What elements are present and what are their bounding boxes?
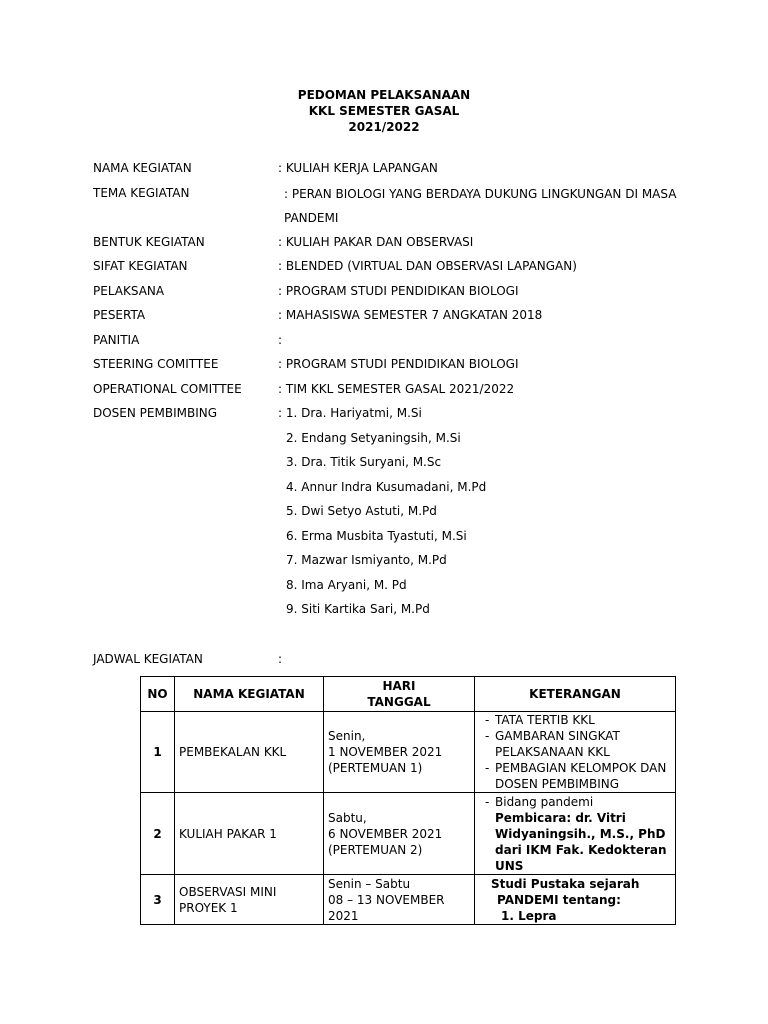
row-dosen-pembimbing bbox=[93, 405, 693, 430]
dosen-name: 9. Siti Kartika Sari, M.Pd bbox=[286, 602, 430, 616]
value-pelaksana: : PROGRAM STUDI PENDIDIKAN BIOLOGI bbox=[278, 283, 519, 298]
cell-nama: PEMBEKALAN KKL bbox=[175, 712, 324, 793]
table-row bbox=[141, 793, 676, 875]
value-nama-kegiatan: : KULIAH KERJA LAPANGAN bbox=[278, 161, 438, 175]
dosen-name: 3. Dra. Titik Suryani, M.Sc bbox=[286, 455, 442, 469]
dosen-name: 7. Mazwar Ismiyanto, M.Pd bbox=[286, 553, 447, 567]
dosen-item bbox=[93, 430, 693, 455]
value-peserta: : MAHASISWA SEMESTER 7 ANGKATAN 2018 bbox=[278, 308, 543, 322]
label-bentuk-kegiatan: BENTUK KEGIATAN bbox=[93, 234, 205, 249]
dosen-item bbox=[93, 503, 693, 528]
label-dosen-pembimbing: DOSEN PEMBIMBING bbox=[93, 406, 218, 420]
label-panitia: PANITIA bbox=[93, 332, 140, 347]
row-sifat-kegiatan bbox=[93, 258, 693, 283]
hari-line: Senin – Sabtu bbox=[328, 876, 411, 891]
dosen-item bbox=[93, 601, 693, 626]
label-sifat-kegiatan: SIFAT KEGIATAN bbox=[93, 259, 188, 273]
row-steering bbox=[93, 356, 693, 381]
value-tema-line-1: : PERAN BIOLOGI YANG BERDAYA DUKUNG LINGKUNGAN DI MASA bbox=[284, 186, 677, 201]
label-steering: STEERING COMITTEE bbox=[93, 357, 219, 371]
info-section bbox=[93, 160, 693, 626]
keterangan-list bbox=[479, 712, 671, 792]
table-header-row bbox=[141, 677, 676, 712]
cell-keterangan bbox=[475, 712, 676, 793]
hari-line: (PERTEMUAN 2) bbox=[328, 842, 423, 857]
dosen-name: 8. Ima Aryani, M. Pd bbox=[286, 577, 407, 592]
cell-hari bbox=[324, 712, 475, 793]
label-nama-kegiatan: NAMA KEGIATAN bbox=[93, 161, 192, 175]
keterangan-pembicara: Pembicara: dr. Vitri Widyaningsih., M.S., PhD dari IKM Fak. Kedokteran UNS bbox=[495, 810, 667, 873]
keterangan-line: Studi Pustaka sejarah bbox=[491, 876, 640, 891]
value-operational: : TIM KKL SEMESTER GASAL 2021/2022 bbox=[278, 381, 515, 396]
table-row bbox=[141, 712, 676, 793]
dosen-name: 6. Erma Musbita Tyastuti, M.Si bbox=[286, 528, 467, 543]
label-operational: OPERATIONAL COMITTEE bbox=[93, 381, 242, 396]
header-hari-tanggal bbox=[324, 677, 475, 712]
keterangan-item: - PEMBAGIAN KELOMPOK DAN DOSEN PEMBIMBING bbox=[479, 760, 671, 792]
value-panitia: : bbox=[278, 332, 283, 347]
schedule-table bbox=[140, 676, 676, 925]
dosen-item bbox=[93, 552, 693, 577]
header-no: NO bbox=[141, 677, 175, 712]
cell-nama: OBSERVASI MINI PROYEK 1 bbox=[175, 875, 324, 925]
title-line-3: 2021/2022 bbox=[348, 120, 420, 134]
hari-line: Sabtu, bbox=[328, 810, 367, 825]
value-bentuk-kegiatan: : KULIAH PAKAR DAN OBSERVASI bbox=[278, 234, 474, 249]
header-tanggal: TANGGAL bbox=[367, 695, 431, 709]
row-tema-kegiatan bbox=[93, 185, 693, 234]
jadwal-heading bbox=[93, 651, 283, 668]
row-pelaksana bbox=[93, 283, 693, 308]
label-tema-kegiatan: TEMA KEGIATAN bbox=[93, 185, 190, 200]
document-title bbox=[0, 87, 768, 135]
dosen-item bbox=[93, 454, 693, 479]
dosen-name: 2. Endang Setyaningsih, M.Si bbox=[286, 430, 461, 445]
hari-line: 08 – 13 NOVEMBER 2021 bbox=[328, 892, 445, 923]
cell-no: 3 bbox=[141, 875, 175, 925]
cell-keterangan bbox=[475, 793, 676, 875]
jadwal-label: JADWAL KEGIATAN bbox=[93, 652, 203, 666]
hari-line: 6 NOVEMBER 2021 bbox=[328, 826, 443, 841]
row-peserta bbox=[93, 307, 693, 332]
dosen-name: 5. Dwi Setyo Astuti, M.Pd bbox=[286, 504, 437, 518]
cell-no: 2 bbox=[141, 793, 175, 875]
cell-hari bbox=[324, 793, 475, 875]
dosen-item bbox=[93, 479, 693, 504]
row-panitia bbox=[93, 332, 693, 357]
hari-line: (PERTEMUAN 1) bbox=[328, 761, 423, 775]
keterangan-item: - GAMBARAN SINGKAT PELAKSANAAN KKL bbox=[479, 728, 671, 760]
table-row bbox=[141, 875, 676, 925]
cell-keterangan bbox=[475, 875, 676, 925]
dosen-item bbox=[93, 577, 693, 602]
header-nama-kegiatan: NAMA KEGIATAN bbox=[175, 677, 324, 712]
dosen-item bbox=[93, 528, 693, 553]
jadwal-colon: : bbox=[278, 652, 283, 666]
value-tema-kegiatan bbox=[284, 182, 684, 231]
cell-hari bbox=[324, 875, 475, 925]
keterangan-item: - Bidang pandemi bbox=[479, 794, 671, 810]
cell-nama: KULIAH PAKAR 1 bbox=[175, 793, 324, 875]
title-line-2: KKL SEMESTER GASAL bbox=[308, 104, 460, 118]
keterangan-item: - TATA TERTIB KKL bbox=[479, 712, 671, 728]
row-bentuk-kegiatan bbox=[93, 234, 693, 259]
header-keterangan: KETERANGAN bbox=[475, 677, 676, 712]
row-operational bbox=[93, 381, 693, 406]
value-dosen-1: : 1. Dra. Hariyatmi, M.Si bbox=[278, 406, 422, 420]
cell-no: 1 bbox=[141, 712, 175, 793]
label-pelaksana: PELAKSANA bbox=[93, 283, 165, 298]
hari-line: Senin, bbox=[328, 729, 366, 743]
value-tema-line-2: PANDEMI bbox=[284, 211, 339, 225]
keterangan-line: PANDEMI tentang: bbox=[497, 892, 621, 907]
header-hari: HARI bbox=[382, 679, 416, 693]
title-line-1: PEDOMAN PELAKSANAAN bbox=[297, 88, 471, 102]
keterangan-list bbox=[479, 794, 671, 810]
label-peserta: PESERTA bbox=[93, 308, 146, 322]
dosen-name: 4. Annur Indra Kusumadani, M.Pd bbox=[286, 479, 487, 494]
keterangan-line: 1. Lepra bbox=[501, 908, 557, 923]
hari-line: 1 NOVEMBER 2021 bbox=[328, 745, 443, 759]
value-sifat-kegiatan: : BLENDED (VIRTUAL DAN OBSERVASI LAPANGAN) bbox=[278, 259, 577, 273]
value-steering: : PROGRAM STUDI PENDIDIKAN BIOLOGI bbox=[278, 357, 519, 371]
